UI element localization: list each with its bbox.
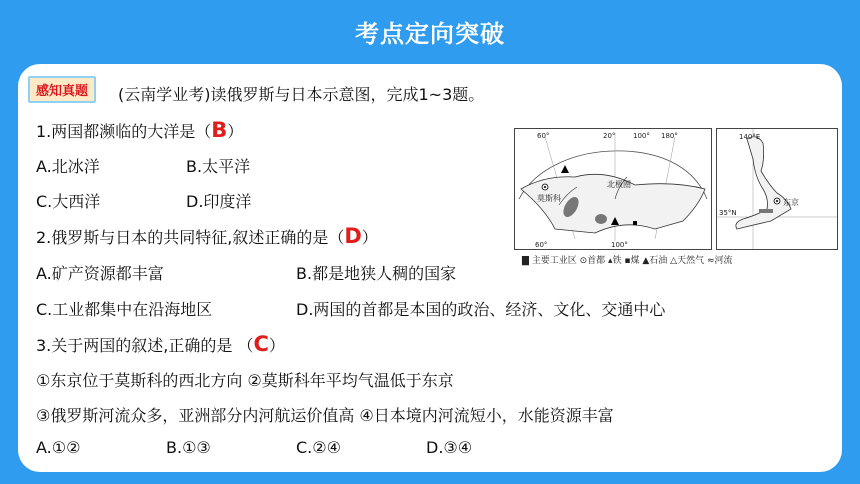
q2-option-b: B.都是地狭人稠的国家 [296, 264, 457, 283]
lon-label-100-bottom: 100° [611, 241, 628, 249]
lon-label-60-top: 60° [537, 132, 550, 140]
russia-map [514, 128, 712, 250]
q3-option-a: A.①② [36, 438, 81, 457]
q1-option-b: B.太平洋 [186, 157, 251, 176]
map-legend: ▇ 主要工业区 ⊙首都 ▴铁 ▪煤 ▲石油 △天然气 ≈河流 [522, 256, 733, 266]
question-1-close: ） [227, 122, 244, 141]
question-2 [36, 224, 378, 248]
page-title: 考点定向突破 [355, 20, 505, 48]
lon-label-20: 20° [603, 132, 616, 140]
japan-map [716, 128, 838, 250]
q1-option-a: A.北冰洋 [36, 157, 100, 176]
q2-option-d: D.两国的首都是本国的政治、经济、文化、交通中心 [296, 300, 666, 319]
japan-map-drawing [717, 129, 837, 249]
lon-140e-label: 140°E [739, 133, 761, 141]
q1-option-d: D.印度洋 [186, 192, 252, 211]
moscow-label: 莫斯科 [537, 194, 561, 203]
lon-label-60-bottom: 60° [535, 241, 548, 249]
question-3-close: ） [268, 336, 285, 355]
q3-option-c: C.②④ [296, 438, 341, 457]
arctic-circle-label: 北极圈 [607, 180, 631, 189]
q2-option-a: A.矿产资源都丰富 [36, 264, 164, 283]
question-1-stem: 1.两国都濒临的大洋是（ [36, 122, 212, 141]
question-3-stem: 3.关于两国的叙述,正确的是 （ [36, 336, 254, 355]
lon-label-100-top: 100° [633, 132, 650, 140]
lat-35n-label: 35°N [719, 209, 737, 217]
question-2-answer: D [344, 224, 362, 248]
real-question-tag: 感知真题 [28, 76, 96, 103]
question-2-close: ） [361, 228, 378, 247]
question-1 [36, 118, 243, 142]
q3-option-d: D.③④ [426, 438, 473, 457]
question-1-answer: B [211, 118, 228, 142]
lon-label-180: 180° [661, 132, 678, 140]
question-3-answer: C [253, 332, 269, 356]
tokyo-label: 东京 [783, 198, 799, 207]
question-2-stem: 2.俄罗斯与日本的共同特征,叙述正确的是（ [36, 228, 345, 247]
q1-option-c: C.大西洋 [36, 192, 101, 211]
russia-map-drawing [515, 129, 711, 249]
q3-statement-line-2: ③俄罗斯河流众多，亚洲部分内河航运价值高 ④日本境内河流短小，水能资源丰富 [36, 406, 614, 425]
q3-option-b: B.①③ [166, 438, 211, 457]
q2-option-c: C.工业都集中在沿海地区 [36, 300, 213, 319]
intro-text: (云南学业考)读俄罗斯与日本示意图，完成1~3题。 [118, 85, 485, 104]
q3-statement-line-1: ①东京位于莫斯科的西北方向 ②莫斯科年平均气温低于东京 [36, 371, 454, 390]
question-3 [36, 332, 285, 356]
